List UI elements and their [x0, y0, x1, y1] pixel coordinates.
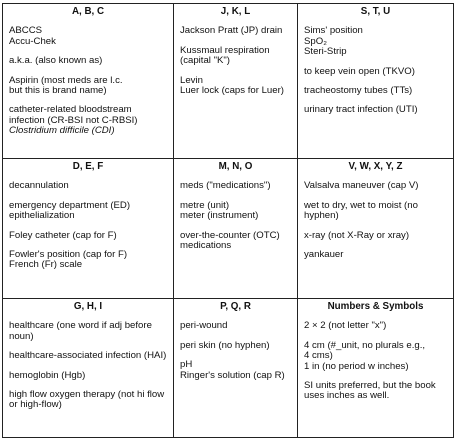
- entry-line: peri skin (no hyphen): [180, 339, 270, 351]
- entry: [304, 26, 447, 57]
- entry: [180, 181, 291, 191]
- entry-line: decannulation: [9, 180, 69, 192]
- table-row: [3, 159, 454, 299]
- entry-line: medications: [180, 240, 232, 252]
- cell-heading: M, N, O: [218, 161, 253, 172]
- entry: [9, 351, 167, 361]
- entry: [9, 371, 167, 381]
- table-cell: [298, 159, 454, 299]
- cell-heading: D, E, F: [72, 161, 104, 172]
- entry-line: hemoglobin (Hgb): [9, 369, 86, 381]
- entry: [304, 181, 447, 191]
- entry-line: 2 × 2 (not letter "x"): [304, 320, 387, 332]
- entry-line: French (Fr) scale: [9, 259, 83, 271]
- entry-line: Steri-Strip: [304, 46, 347, 58]
- entry-line: but this is brand name): [9, 85, 107, 97]
- entry-line: Foley catheter (cap for F): [9, 229, 117, 241]
- entry: [304, 231, 447, 241]
- table-cell: [3, 4, 174, 159]
- entry-line: noun): [9, 330, 34, 342]
- table-cell: [298, 299, 454, 438]
- entry-line: tracheostomy tubes (TTs): [304, 85, 413, 97]
- entry: [180, 231, 291, 252]
- entry-line: Accu-Chek: [9, 35, 56, 47]
- entry: [180, 46, 291, 67]
- table-cell: [298, 4, 454, 159]
- entry-line: x-ray (not X-Ray or xray): [304, 229, 410, 241]
- entry-line: healthcare (one word if adj before: [9, 320, 152, 332]
- entry-line: meds ("medications"): [180, 180, 271, 192]
- entry-line: 4 cm (#_unit, no plurals e.g.,: [304, 339, 426, 351]
- entry-line: catheter-related bloodstream: [9, 104, 132, 116]
- table-cell: [174, 299, 298, 438]
- entry: [180, 26, 291, 36]
- entry-line: infection (CR-BSI not C-RBSI): [9, 114, 138, 126]
- entry-line: SpO₂: [304, 35, 327, 47]
- table-row: [3, 299, 454, 438]
- cell-heading: S, T, U: [360, 6, 391, 17]
- entry-line: Luer lock (caps for Luer): [180, 85, 284, 97]
- entry: [304, 321, 447, 331]
- entry: [9, 181, 167, 191]
- entry-line: Valsalva maneuver (cap V): [304, 180, 419, 192]
- entry-line: SI units preferred, but the book: [304, 380, 436, 392]
- entry: [304, 105, 447, 115]
- table-row: [3, 4, 454, 159]
- entry: [304, 250, 447, 260]
- entry: [180, 321, 291, 331]
- entry-line: Levin: [180, 74, 203, 86]
- entry-line: a.k.a. (also known as): [9, 55, 103, 67]
- entry: [180, 341, 291, 351]
- entry-line: Sims' position: [304, 25, 363, 37]
- entry-line: 1 in (no period w inches): [304, 360, 409, 372]
- entry: [9, 56, 167, 66]
- entry-line: Aspirin (most meds are l.c.: [9, 74, 123, 86]
- entry: [304, 341, 447, 372]
- entry-line: pH: [180, 359, 193, 371]
- entry: [304, 67, 447, 77]
- entry: [180, 201, 291, 222]
- entry-line: Kussmaul respiration: [180, 44, 270, 56]
- table-cell: [3, 299, 174, 438]
- entry: [9, 321, 167, 342]
- entry-line: Ringer's solution (cap R): [180, 369, 285, 381]
- entry-line: hyphen): [304, 210, 339, 222]
- entry-line: 4 cms): [304, 350, 333, 362]
- entry: [9, 76, 167, 97]
- entry-line: or high-flow): [9, 399, 62, 411]
- entry-line: metre (unit): [180, 199, 230, 211]
- table-body: [3, 4, 454, 438]
- entry-line: Jackson Pratt (JP) drain: [180, 25, 283, 37]
- entry-line: over-the-counter (OTC): [180, 229, 280, 241]
- entry-line: wet to dry, wet to moist (no: [304, 199, 418, 211]
- table-cell: [3, 159, 174, 299]
- entry-line: to keep vein open (TKVO): [304, 65, 415, 77]
- entry-line: yankauer: [304, 249, 344, 261]
- entry-line: peri-wound: [180, 320, 228, 332]
- entry-line: uses inches as well.: [304, 390, 390, 402]
- cell-heading: G, H, I: [73, 301, 103, 312]
- cell-heading: Numbers & Symbols: [327, 301, 424, 312]
- entry: [304, 201, 447, 222]
- entry-line: Clostridium difficile (CDI): [9, 125, 115, 137]
- entry: [180, 360, 291, 381]
- entry: [180, 76, 291, 97]
- entry-line: epithelialization: [9, 210, 75, 222]
- cell-heading: V, W, X, Y, Z: [348, 161, 403, 172]
- entry-line: (capital "K"): [180, 55, 230, 67]
- style-guide-table: [2, 3, 454, 438]
- entry: [9, 231, 167, 241]
- cell-heading: P, Q, R: [220, 301, 251, 312]
- cell-heading: A, B, C: [71, 6, 105, 17]
- entry: [9, 105, 167, 136]
- entry-line: urinary tract infection (UTI): [304, 104, 418, 116]
- entry: [304, 381, 447, 402]
- entry-line: Fowler's position (cap for F): [9, 249, 128, 261]
- entry-line: ABCCS: [9, 25, 43, 37]
- entry: [304, 86, 447, 96]
- entry: [9, 390, 167, 411]
- entry: [9, 26, 167, 47]
- entry-line: meter (instrument): [180, 210, 259, 222]
- entry-line: healthcare-associated infection (HAI): [9, 350, 167, 362]
- table-cell: [174, 4, 298, 159]
- entry: [9, 250, 167, 271]
- entry-line: high flow oxygen therapy (not hi flow: [9, 389, 165, 401]
- entry-line: emergency department (ED): [9, 199, 131, 211]
- table-cell: [174, 159, 298, 299]
- cell-heading: J, K, L: [220, 6, 251, 17]
- entry: [9, 201, 167, 222]
